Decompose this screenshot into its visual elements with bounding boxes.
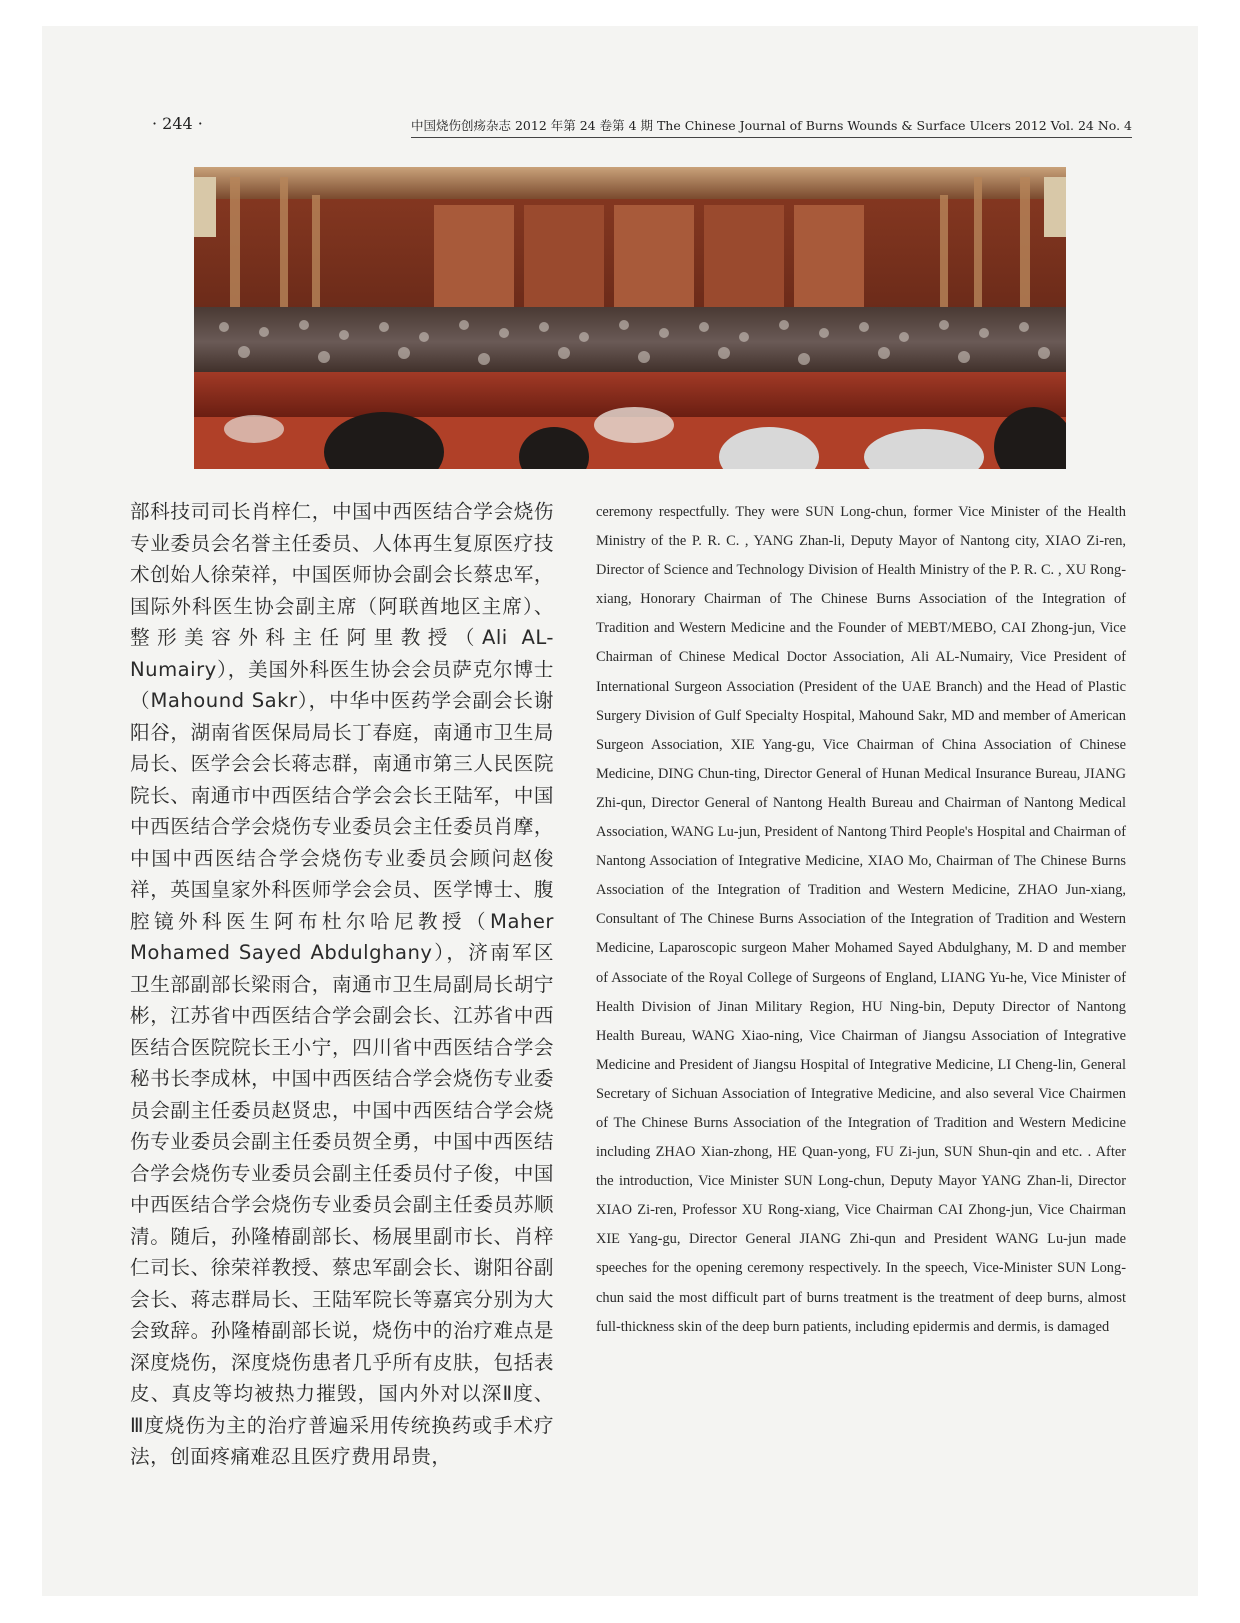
- chinese-text-column: 部科技司司长肖梓仁，中国中西医结合学会烧伤专业委员会名誉主任委员、人体再生复原医疗技术创始人徐荣祥，中国医师协会副会长蔡忠军，国际外科医生协会副主席（阿联酋地区主席）、整形美容外科主任阿里教授（Ali AL-Numairy），美国外科医生协会会员萨克尔博士（Mahound Sakr），中华中医药学会副会长谢阳谷，湖南省医保局局长丁春庭，南通市卫生局局长、医学会会长蒋志群，南通市第三人民医院院长、南通市中西医结合学会会长王陆军，中国中西医结合学会烧伤专业委员会主任委员肖摩，中国中西医结合学会烧伤专业委员会顾问赵俊祥，英国皇家外科医师学会会员、医学博士、腹腔镜外科医生阿布杜尔哈尼教授（Maher Mohamed Sayed Abdulghany），济南军区卫生部副部长梁雨合，南通市卫生局副局长胡宁彬，江苏省中西医结合学会副会长、江苏省中西医结合医院院长王小宁，四川省中西医结合学会秘书长李成林，中国中西医结合学会烧伤专业委员会副主任委员赵贤忠，中国中西医结合学会烧伤专业委员会副主任委员贺全勇，中国中西医结合学会烧伤专业委员会副主任委员付子俊，中国中西医结合学会烧伤专业委员会副主任委员苏顺清。随后，孙隆椿副部长、杨展里副市长、肖梓仁司长、徐荣祥教授、蔡忠军副会长、谢阳谷副会长、蒋志群局长、王陆军院长等嘉宾分别为大会致辞。孙隆椿副部长说，烧伤中的治疗难点是深度烧伤，深度烧伤患者几乎所有皮肤，包括表皮、真皮等均被热力摧毁，国内外对以深Ⅱ度、Ⅲ度烧伤为主的治疗普遍采用传统换药或手术疗法，创面疼痛难忍且医疗费用昂贵，: [130, 500, 554, 1468]
- conference-hall-photo: [194, 167, 1066, 469]
- running-head: 中国烧伤创疡杂志 2012 年第 24 卷第 4 期 The Chinese Journal of Burns Wounds & Surface Ulcers 2012 Vol. 24 No. 4: [411, 116, 1132, 138]
- page-number: · 244 ·: [152, 114, 203, 133]
- english-text-column: ceremony respectfully. They were SUN Long-chun, former Vice Minister of the Health Ministry of the P. R. C. , YANG Zhan-li, Deputy Mayor of Nantong city, XIAO Zi-ren, Director of Science and Technology Division of Health Ministry of the P. R. C. , XU Rong-xiang, Honorary Chairman of The Chinese Burns Association of the Integration of Tradition and Western Medicine and the Founder of MEBT/MEBO, CAI Zhong-jun, Vice Chairman of Chinese Medical Doctor Association, Ali AL-Numairy, Vice President of International Surgeon Association (President of the UAE Branch) and the Head of Plastic Surgery Division of Gulf Specialty Hospital, Mahound Sakr, MD and member of American Surgeon Association, XIE Yang-gu, Vice Chairman of China Association of Chinese Medicine, DING Chun-ting, Director General of Hunan Medical Insurance Bureau, JIANG Zhi-qun, Director General of Nantong Health Bureau and Chairman of Nantong Medical Association, WANG Lu-jun, President of Nantong Third People's Hospital and Chairman of Nantong Association of Integrative Medicine, XIAO Mo, Chairman of The Chinese Burns Association of the Integration of Tradition and Western Medicine, ZHAO Jun-xiang, Consultant of The Chinese Burns Association of the Integration of Tradition and Western Medicine, Laparoscopic surgeon Maher Mohamed Sayed Abdulghany, M. D and member of Associate of the Royal College of Surgeons of England, LIANG Yu-he, Vice Minister of Health Division of Jinan Military Region, HU Ning-bin, Deputy Director of Nantong Health Bureau, WANG Xiao-ning, Vice Chairman of Jiangsu Association of Integrative Medicine and President of Jiangsu Hospital of Integrative Medicine, LI Cheng-lin, General Secretary of Sichuan Association of Integrative Medicine, and also several Vice Chairmen of The Chinese Burns Association of the Integration of Tradition and Western Medicine including ZHAO Xian-zhong, HE Quan-yong, FU Zi-jun, SUN Shun-qin and etc. . After the introduction, Vice Minister SUN Long-chun, Deputy Mayor YANG Zhan-li, Director XIAO Zi-ren, Professor XU Rong-xiang, Vice Chairman CAI Zhong-jun, Vice Chairman XIE Yang-gu, Director General JIANG Zhi-qun and President WANG Lu-jun made speeches for the opening ceremony respectively. In the speech, Vice-Minister SUN Long-chun said the most difficult part of burns treatment is the treatment of deep burns, almost full-thickness skin of the deep burn patients, including epidermis and dermis, is damaged: [596, 504, 1126, 1335]
- page-header: [152, 114, 1132, 138]
